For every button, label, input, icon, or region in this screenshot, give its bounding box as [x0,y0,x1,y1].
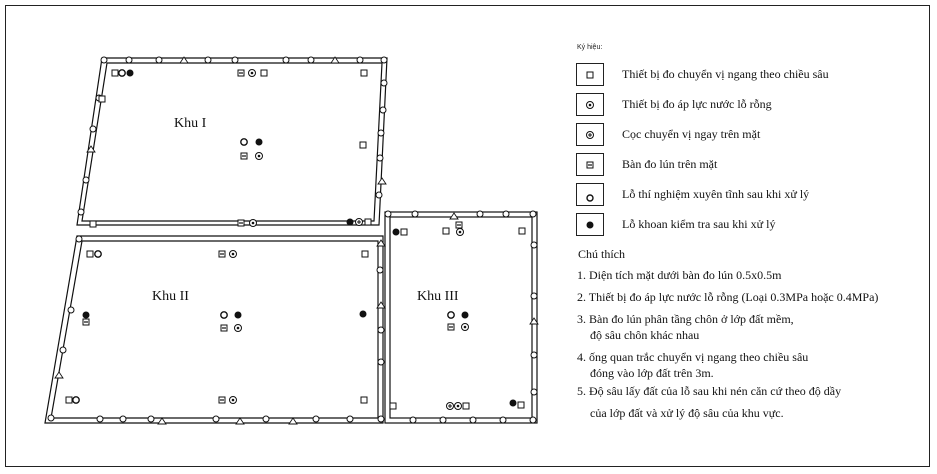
note-5: 5. Độ sâu lấy đất của lỗ sau khi nén căn cứ theo độ dầy [577,384,842,398]
legend-swatch-horizontal-displacement [576,63,604,86]
legend-label-cpt-hole: Lỗ thí nghiệm xuyên tĩnh sau khi xử lý [622,187,810,201]
boundary-markers [48,57,537,423]
zone-2-boundary [45,236,383,423]
square-bar-icon [577,154,603,175]
circle-cross-icon [577,124,603,145]
legend-swatch-settlement-plate [576,153,604,176]
legend-swatch-borehole [576,213,604,236]
circle-dot-icon [577,94,603,115]
note-2: 2. Thiết bị đo áp lực nước lỗ rỗng (Loại 0.3MPa hoặc 0.4MPa) [577,290,879,304]
open-circle-icon [577,184,603,205]
legend-label-borehole: Lỗ khoan kiểm tra sau khi xử lý [622,217,776,231]
legend-title: Ký hiệu: [577,44,603,51]
zone-1-label: Khu I [174,116,207,131]
square-icon [577,64,603,85]
legend-label-pore-pressure: Thiết bị đo áp lực nước lỗ rỗng [622,97,772,111]
legend-label-horizontal-displacement: Thiết bị đo chuyển vị ngang theo chiều sâu [622,67,829,81]
note-3: 3. Bàn đo lún phân tầng chôn ở lớp đất mềm, [577,312,794,326]
notes-heading: Chú thích [578,247,625,261]
zone-1-instruments [90,70,371,228]
zone-3-label: Khu III [417,289,459,304]
legend-label-surface-displacement: Cọc chuyển vị ngay trên mặt [622,127,761,141]
legend-swatch-surface-displacement [576,123,604,146]
legend-swatch-cpt-hole [576,183,604,206]
legend-label-settlement-plate: Bàn đo lún trên mặt [622,157,718,171]
zone-2-label: Khu II [152,289,189,304]
zone-3-boundary [385,212,537,423]
note-4: 4. ống quan trắc chuyển vị ngang theo chiều sâu [577,350,809,364]
zone-2-instruments [66,251,368,404]
note-4-continued: đóng vào lớp đất trên 3m. [590,366,714,380]
note-3-continued: độ sâu chôn khác nhau [590,328,700,342]
legend-swatch-pore-pressure [576,93,604,116]
zone-3-instruments [390,222,525,410]
note-1: 1. Diện tích mặt dưới bàn đo lún 0.5x0.5m [577,268,782,282]
filled-circle-icon [577,214,603,235]
zone-1-boundary [77,58,387,225]
note-5-continued: của lớp đất và xử lý độ sâu của khu vực. [590,406,784,420]
